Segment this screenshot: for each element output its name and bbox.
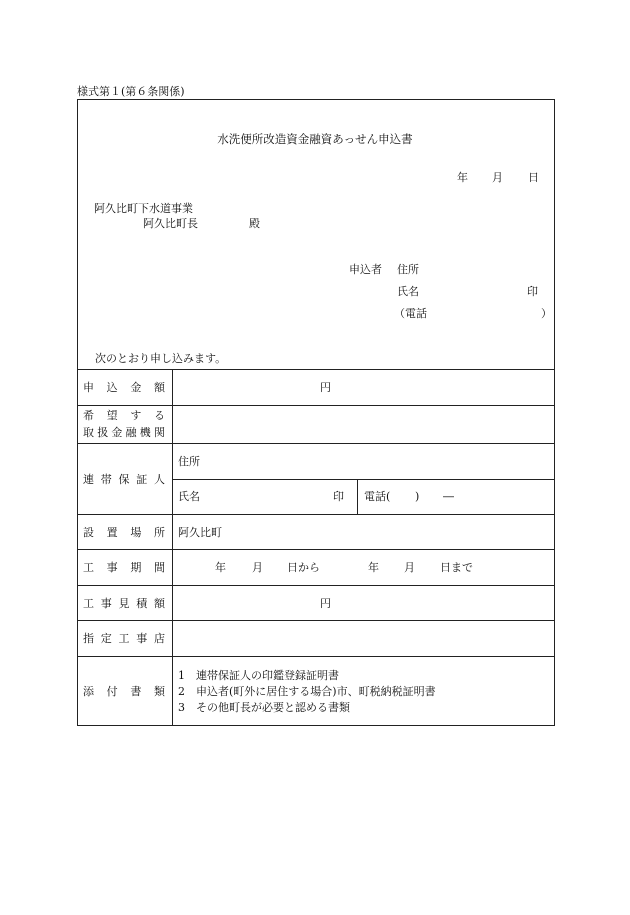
- period-to-year: 年: [368, 561, 379, 574]
- addressee-mayor: 阿久比町長: [143, 217, 198, 230]
- location-value: 阿久比町: [178, 526, 222, 539]
- column-divider: [172, 369, 173, 726]
- period-to-month: 月: [404, 561, 415, 574]
- row-divider: [77, 443, 555, 444]
- form-number: 様式第１(第６条関係): [77, 85, 185, 98]
- guarantor-phone-paren: ): [415, 490, 420, 503]
- row-divider: [172, 479, 555, 480]
- guarantor-label: 連 帯 保 証 人: [83, 473, 165, 486]
- intro-text: 次のとおり申し込みます。: [95, 352, 227, 365]
- addressee-org: 阿久比町下水道事業: [94, 202, 193, 215]
- form-title: 水洗便所改造資金融資あっせん申込書: [217, 132, 413, 146]
- period-from-year: 年: [215, 561, 226, 574]
- estimate-unit: 円: [320, 597, 331, 610]
- row-divider: [77, 549, 555, 550]
- applicant-name-label: 氏名: [397, 285, 419, 298]
- applicant-seal: 印: [527, 285, 538, 298]
- row-divider: [77, 620, 555, 621]
- guarantor-seal: 印: [333, 490, 344, 503]
- attachment-item-1: 1 連帯保証人の印鑑登録証明書: [178, 669, 339, 682]
- date-year: 年: [457, 171, 468, 184]
- attachment-item-3: 3 その他町長が必要と認める書類: [178, 701, 350, 714]
- column-divider: [357, 479, 358, 514]
- guarantor-name-label: 氏名: [178, 490, 200, 503]
- guarantor-phone-dash: ―: [443, 490, 454, 503]
- applicant-address-label: 住所: [397, 263, 419, 276]
- row-divider: [77, 585, 555, 586]
- addressee-honorific: 殿: [249, 217, 260, 230]
- bank-label: [83, 410, 165, 438]
- row-divider: [77, 514, 555, 515]
- attachment-item-2: 2 申込者(町外に居住する場合)市、町税納税証明書: [178, 685, 436, 698]
- period-to-day: 日まで: [440, 561, 473, 574]
- guarantor-phone-label: 電話(: [364, 490, 391, 503]
- date-month: 月: [492, 171, 503, 184]
- applicant-phone-close: ）: [541, 307, 552, 320]
- applicant-phone-label: （電話: [394, 307, 427, 320]
- amount-label: 申 込 金 額: [83, 381, 165, 394]
- date-day: 日: [528, 171, 539, 184]
- bank-label-line2: 取 扱 金 融 機 関: [83, 426, 165, 439]
- row-divider: [77, 405, 555, 406]
- bank-label-line1: 希 望 す る: [83, 409, 165, 422]
- attachments-label: 添 付 書 類: [83, 685, 165, 698]
- row-divider: [77, 369, 555, 370]
- location-label: 設 置 場 所: [83, 526, 165, 539]
- row-divider: [77, 656, 555, 657]
- period-from-day: 日から: [287, 561, 320, 574]
- estimate-label: 工 事 見 積 額: [83, 597, 165, 610]
- guarantor-address-label: 住所: [178, 455, 200, 468]
- amount-unit: 円: [320, 381, 331, 394]
- period-from-month: 月: [252, 561, 263, 574]
- contractor-label: 指 定 工 事 店: [83, 632, 165, 645]
- period-label: 工 事 期 間: [83, 561, 165, 574]
- applicant-label: 申込者: [349, 263, 382, 276]
